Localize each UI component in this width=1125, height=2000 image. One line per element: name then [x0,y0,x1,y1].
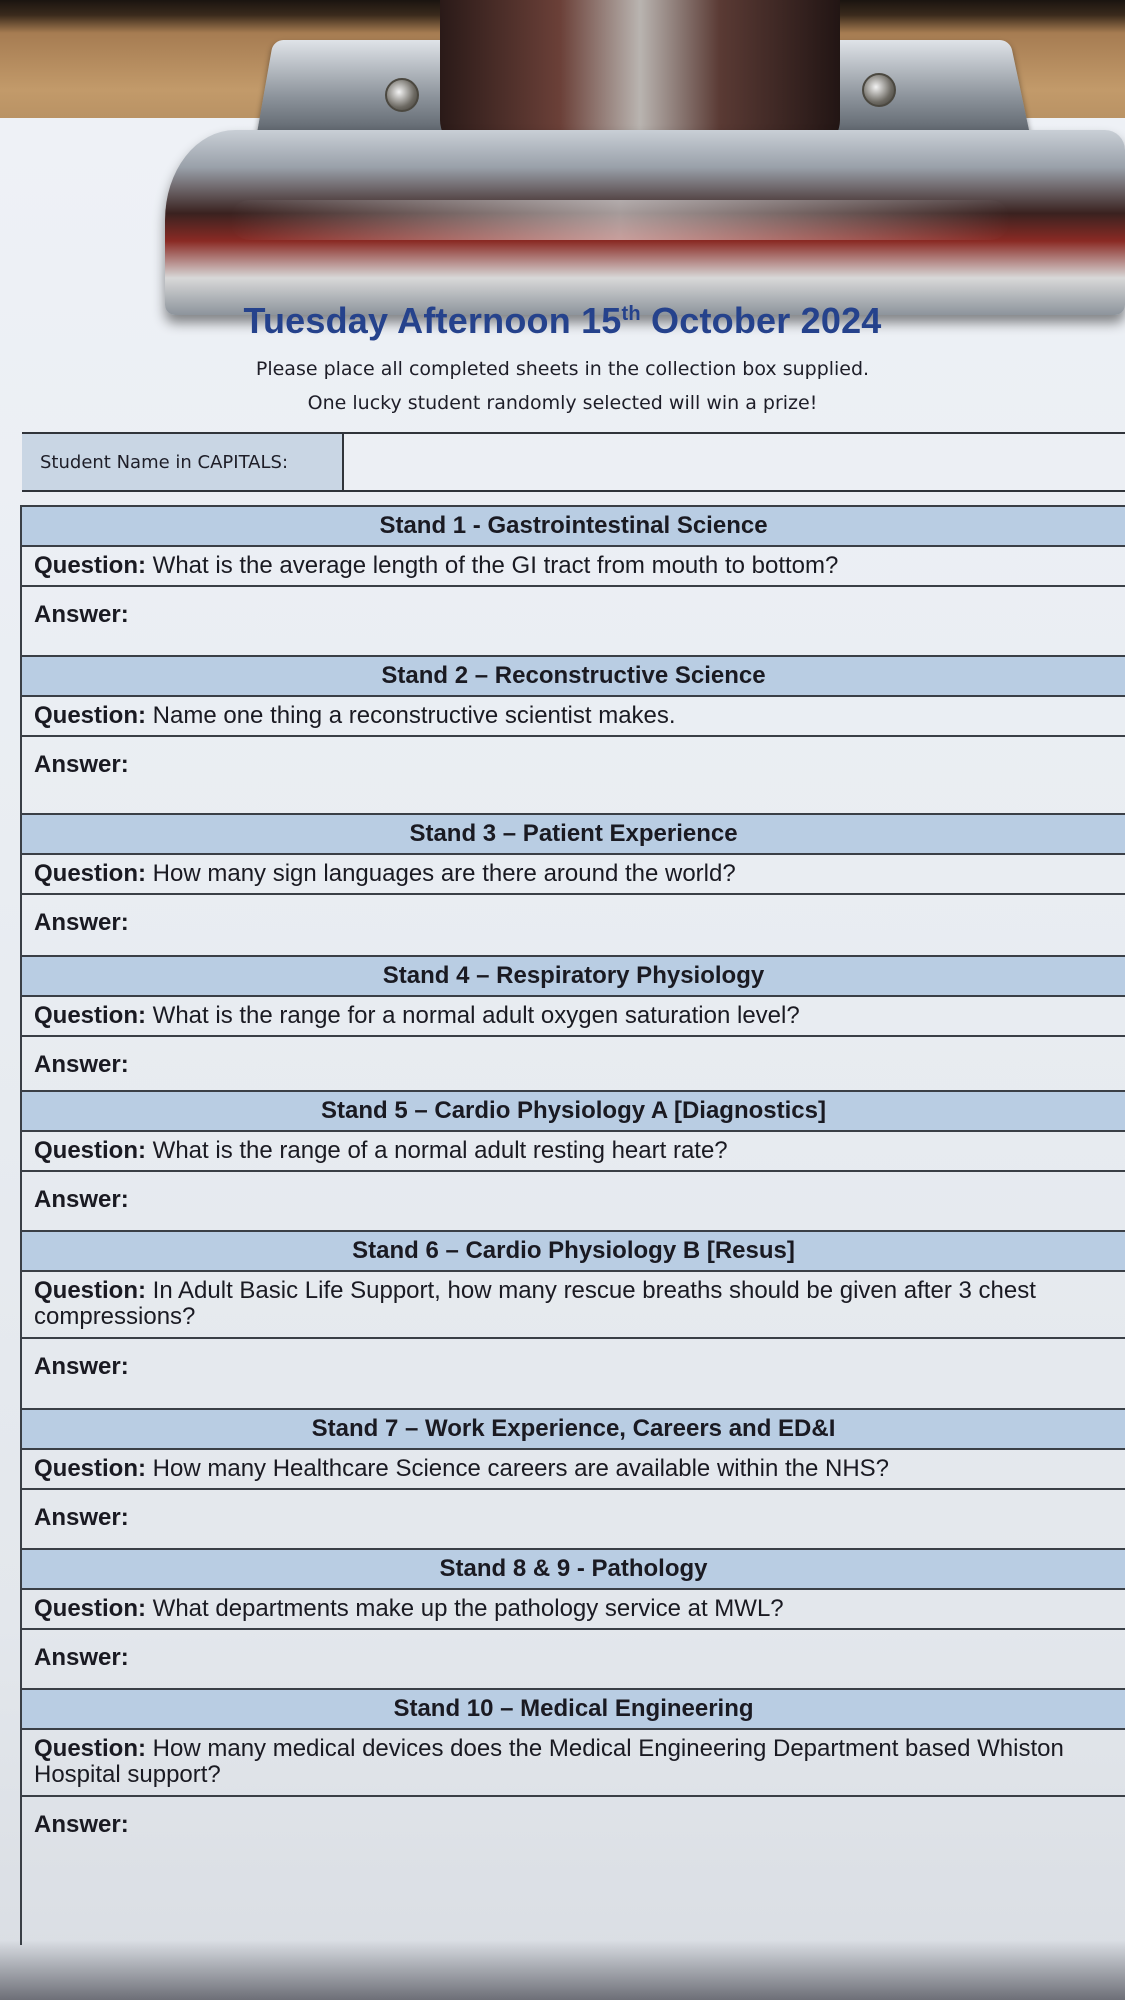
stand-7 [22,1408,1125,1542]
question-text: What departments make up the pathology service at MWL? [152,1595,784,1622]
stand-1 [22,505,1125,639]
question-prefix: Question: [34,1277,146,1304]
clip-lever [440,0,840,150]
rivet-left [385,78,419,112]
student-name-row [22,432,1125,492]
stand-9 [22,1688,1125,1849]
question-text: Name one thing a reconstructive scientist makes. [152,702,676,729]
question-row [22,1730,1125,1797]
answer-field[interactable]: Answer: [34,1644,129,1672]
answer-field[interactable]: Answer: [34,1051,129,1079]
question-row [22,855,1125,895]
question-prefix: Question: [34,860,146,887]
question-text: What is the average length of the GI tract from mouth to bottom? [152,552,839,579]
answer-field[interactable]: Answer: [34,1186,129,1214]
prize-line: One lucky student randomly selected will win a prize! [307,392,818,414]
stand-title: Stand 8 & 9 - Pathology [22,1548,1125,1590]
question-text: What is the range of a normal adult resting heart rate? [152,1137,728,1164]
stand-title: Stand 3 – Patient Experience [22,813,1125,855]
question-prefix: Question: [34,1455,146,1482]
question-prefix: Question: [34,1002,146,1029]
stand-5 [22,1090,1125,1224]
stand-title: Stand 5 – Cardio Physiology A [Diagnostics] [22,1090,1125,1132]
answer-field[interactable]: Answer: [34,1352,129,1380]
answer-field[interactable]: Answer: [34,1504,129,1532]
stand-title: Stand 1 - Gastrointestinal Science [22,505,1125,547]
clip-hinge-left [257,40,464,135]
question-row [22,1450,1125,1490]
clip-hinge-right [810,40,1030,135]
student-name-field[interactable] [346,434,1125,490]
question-row [22,997,1125,1037]
answer-field[interactable]: Answer: [34,601,129,629]
question-text: In Adult Basic Life Support, how many rescue breaths should be given after 3 chest compressions? [34,1277,1036,1331]
answer-field[interactable]: Answer: [34,1810,129,1838]
stand-title: Stand 10 – Medical Engineering [22,1688,1125,1730]
stand-6 [22,1230,1125,1391]
stand-2 [22,655,1125,789]
stand-title: Stand 6 – Cardio Physiology B [Resus] [22,1230,1125,1272]
stand-title: Stand 2 – Reconstructive Science [22,655,1125,697]
clip-sheen [230,200,1010,240]
question-row [22,1590,1125,1630]
page-title: Tuesday Afternoon 15th October 2024 [243,300,882,341]
stand-4 [22,955,1125,1089]
question-text: How many medical devices does the Medical Engineering Department based Whiston Hospital support? [34,1735,1064,1789]
question-row [22,697,1125,737]
answer-field[interactable]: Answer: [34,909,129,937]
stand-title: Stand 4 – Respiratory Physiology [22,955,1125,997]
question-text: How many Healthcare Science careers are available within the NHS? [152,1455,890,1482]
stand-title: Stand 7 – Work Experience, Careers and ED&I [22,1408,1125,1450]
paper-shadow [0,1940,1125,2000]
question-row [22,1272,1125,1339]
question-prefix: Question: [34,1735,146,1762]
stand-8 [22,1548,1125,1682]
answer-field[interactable]: Answer: [34,751,129,779]
question-prefix: Question: [34,1595,146,1622]
rivet-right [862,73,896,107]
question-prefix: Question: [34,702,146,729]
instruction-line: Please place all completed sheets in the collection box supplied. [255,358,870,380]
stand-3 [22,813,1125,947]
question-prefix: Question: [34,552,146,579]
question-text: How many sign languages are there around the world? [152,860,736,887]
question-text: What is the range for a normal adult oxygen saturation level? [152,1002,800,1029]
question-prefix: Question: [34,1137,146,1164]
question-row [22,547,1125,587]
student-name-label: Student Name in CAPITALS: [22,434,344,490]
question-row [22,1132,1125,1172]
